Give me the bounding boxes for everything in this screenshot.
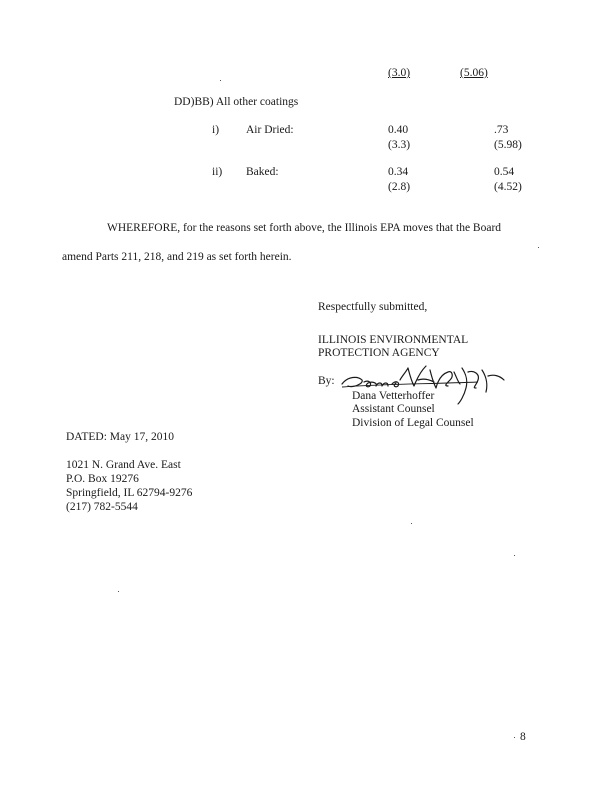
row-col1-metric: (2.8) [388, 181, 411, 193]
signer-title: Assistant Counsel [352, 403, 435, 415]
totals-col2: (5.06) [460, 67, 488, 79]
section-label: DD)BB) All other coatings [174, 96, 299, 108]
page-number: 8 [520, 731, 526, 743]
scan-speck [538, 247, 539, 248]
row-roman: ii) [212, 166, 223, 178]
row-roman: i) [212, 124, 220, 136]
address-line: Springfield, IL 62794-9276 [66, 487, 193, 499]
scan-speck [514, 737, 515, 738]
address-line: P.O. Box 19276 [66, 473, 139, 485]
row-col1-value: 0.34 [388, 166, 409, 178]
by-label: By: [318, 375, 335, 387]
date-line: DATED: May 17, 2010 [66, 431, 174, 443]
closing-text: Respectfully submitted, [318, 301, 428, 313]
paragraph-line: WHEREFORE, for the reasons set forth above, the Illinois EPA moves that the Board [107, 222, 502, 234]
org-name-line: PROTECTION AGENCY [318, 347, 440, 359]
row-col2-value: 0.54 [494, 166, 515, 178]
paragraph-line: amend Parts 211, 218, and 219 as set forth herein. [62, 251, 292, 263]
row-col1-metric: (3.3) [388, 139, 411, 151]
scan-speck [514, 555, 515, 556]
row-col2-value: .73 [494, 124, 509, 136]
signer-division: Division of Legal Counsel [352, 417, 474, 429]
address-line: (217) 782-5544 [66, 501, 138, 513]
row-col1-value: 0.40 [388, 124, 409, 136]
scan-speck [220, 80, 221, 81]
row-label: Baked: [246, 166, 279, 178]
row-col2-metric: (5.98) [494, 139, 522, 151]
scan-speck [411, 523, 412, 524]
org-name-line: ILLINOIS ENVIRONMENTAL [318, 334, 469, 346]
totals-col1: (3.0) [388, 67, 411, 79]
row-col2-metric: (4.52) [494, 181, 522, 193]
scan-speck [118, 591, 119, 592]
row-label: Air Dried: [246, 124, 294, 136]
signer-name: Dana Vetterhoffer [352, 390, 435, 402]
address-line: 1021 N. Grand Ave. East [66, 459, 181, 471]
